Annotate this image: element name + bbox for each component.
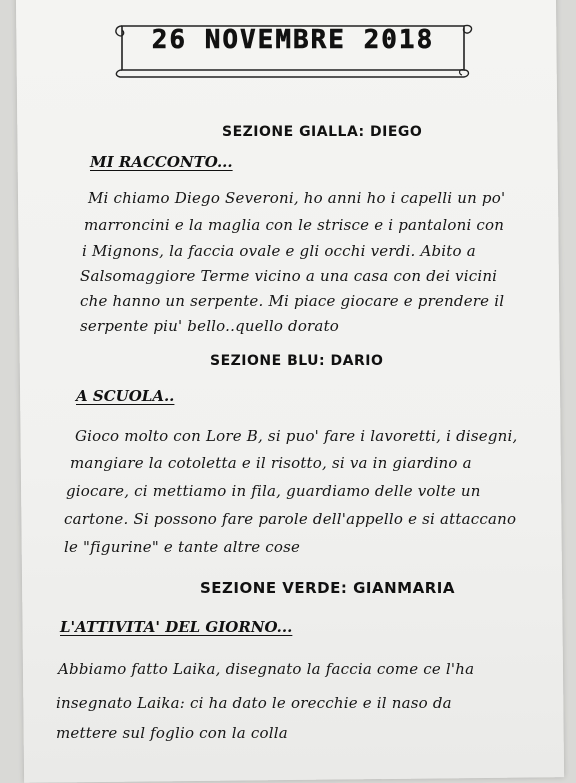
section-heading-gialla: SEZIONE GIALLA: DIEGO [222,124,423,140]
text-line: marroncini e la maglia con le strisce e i pantaloni con [84,216,505,234]
text-line: Gioco molto con Lore B, si puo' fare i lavoretti, i disegni, [75,427,518,445]
page-title: 26 NOVEMBRE 2018 [151,25,435,55]
text-line: i Mignons, la faccia ovale e gli occhi verdi. Abito a [82,242,476,260]
text-line: giocare, ci mettiamo in fila, guardiamo delle volte un [66,482,481,500]
text-line: mettere sul foglio con la colla [56,724,288,742]
section-heading-blu: SEZIONE BLU: DARIO [210,353,384,369]
text-line: Mi chiamo Diego Severoni, ho anni ho i capelli un po' [88,189,506,207]
text-line: serpente piu' bello..quello dorato [80,317,340,335]
text-line: cartone. Si possono fare parole dell'appello e si attaccano [64,510,517,528]
subheading-attivita: L'ATTIVITA' DEL GIORNO... [60,618,293,636]
text-line: insegnato Laika: ci ha dato le orecchie e il naso da [56,694,452,712]
text-line: Salsomaggiore Terme vicino a una casa con dei vicini [80,267,498,285]
text-line: mangiare la cotoletta e il risotto, si va in giardino a [70,454,472,472]
subheading-a-scuola: A SCUOLA.. [76,387,175,405]
text-line: che hanno un serpente. Mi piace giocare e prendere il [80,292,505,310]
subheading-mi-racconto: MI RACCONTO... [90,153,233,171]
date-banner [112,18,474,78]
section-heading-verde: SEZIONE VERDE: GIANMARIA [200,579,455,597]
text-line: Abbiamo fatto Laika, disegnato la faccia come ce l'ha [58,660,475,678]
text-line: le "figurine" e tante altre cose [64,538,301,556]
